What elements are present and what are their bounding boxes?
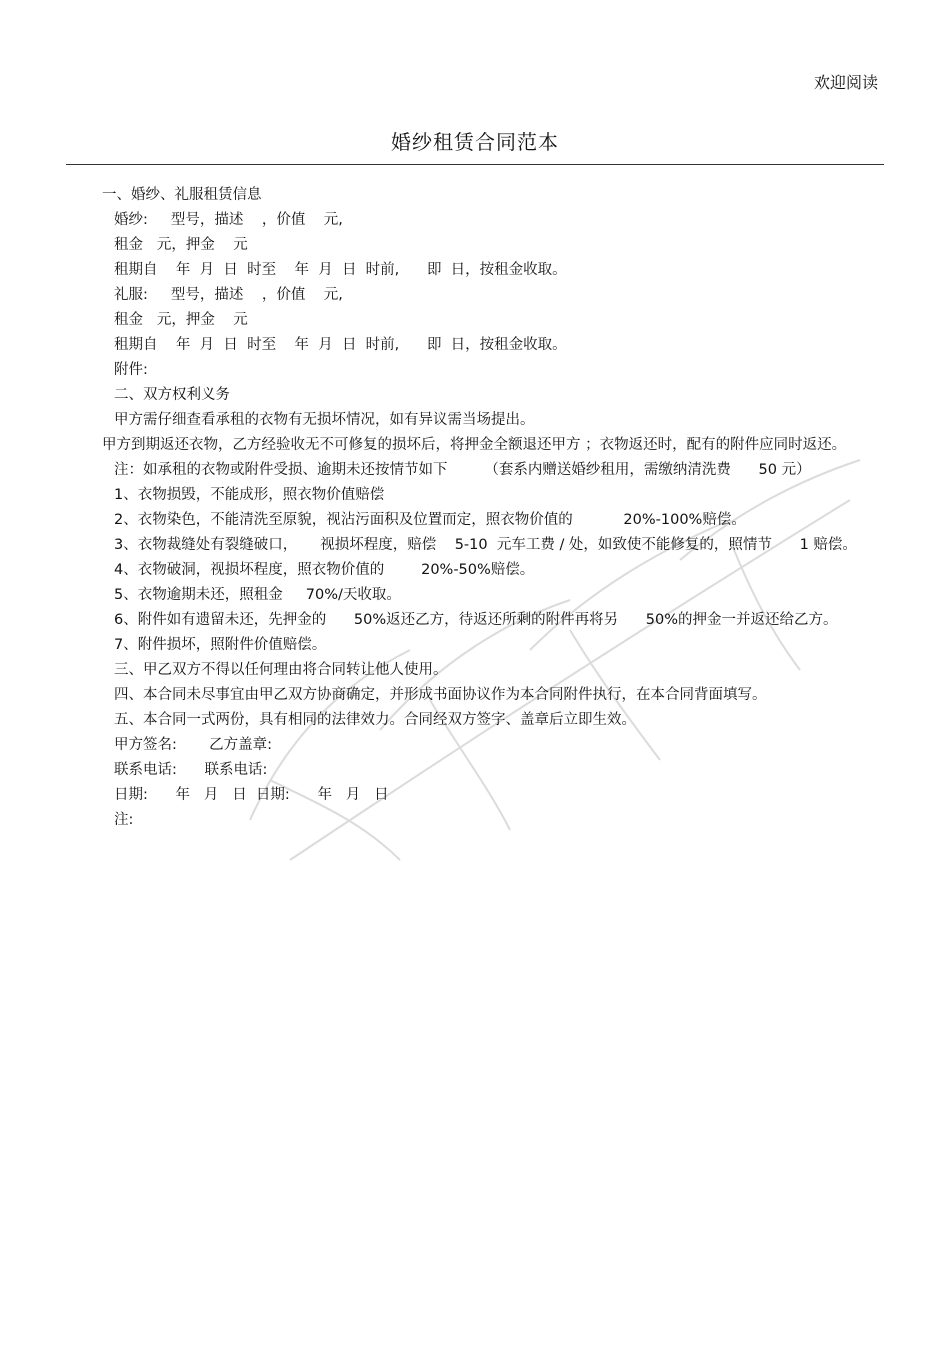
document-body	[66, 183, 884, 833]
signature-line: 甲方签名: 乙方盖章:	[114, 737, 273, 753]
clause-item: 6、附件如有遗留未还，先押金的 50%返还乙方，待返还所剩的附件再将另 50%的押金一并返还给乙方。	[114, 612, 838, 628]
gown-term-line: 租期自 年 月 日 时至 年 月 日 时前, 即 日，按租金收取。	[114, 262, 567, 278]
attachment-line: 附件:	[114, 362, 148, 378]
clause-item: 3、衣物裁缝处有裂缝破口， 视损坏程度，赔偿 5-10 元车工费 / 处，如致使不能修复的，照情节 1 赔偿。	[114, 537, 857, 553]
document-title: 婚纱租赁合同范本	[391, 130, 559, 154]
section-heading: 四、本合同未尽事宜由甲乙双方协商确定，并形成书面协议作为本合同附件执行，在本合同背面填写。	[114, 687, 767, 703]
section-heading: 二、双方权利义务	[114, 387, 230, 403]
note-line: 注:	[114, 812, 134, 828]
clause-item: 4、衣物破洞，视损坏程度，照衣物价值的 20%-50%赔偿。	[114, 562, 535, 578]
gown-line: 婚纱: 型号，描述 ，价值 元,	[114, 212, 343, 228]
dress-line: 礼服: 型号，描述 ，价值 元,	[114, 287, 343, 303]
title-divider	[66, 164, 884, 165]
clause-item: 5、衣物逾期未还，照租金 70%/天收取。	[114, 587, 401, 603]
clause-item: 2、衣物染色，不能清洗至原貌，视沾污面积及位置而定，照衣物价值的 20%-100%赔偿。	[114, 512, 746, 528]
gown-rent-line: 租金 元，押金 元	[114, 237, 248, 253]
clause-line: 甲方到期返还衣物，乙方经验收无不可修复的损坏后，将押金全额退还甲方 ；衣物返还时，配有的附件应同时返还。	[102, 437, 847, 453]
section-heading: 三、甲乙双方不得以任何理由将合同转让他人使用。	[114, 662, 448, 678]
header-note: 欢迎阅读	[813, 73, 878, 92]
clause-item: 1、衣物损毁，不能成形，照衣物价值赔偿	[114, 487, 385, 503]
section-heading: 五、本合同一式两份，具有相同的法律效力。合同经双方签字、盖章后立即生效。	[114, 712, 636, 728]
date-line: 日期: 年 月 日 日期: 年 月 日	[114, 787, 389, 803]
phone-line: 联系电话: 联系电话:	[114, 762, 268, 778]
section-heading: 一、婚纱、礼服租赁信息	[102, 187, 262, 203]
clause-line: 甲方需仔细查看承租的衣物有无损坏情况，如有异议需当场提出。	[114, 412, 535, 428]
note-line: 注：如承租的衣物或附件受损、逾期未还按情节如下 （套系内赠送婚纱租用，需缴纳清洗费 50 元）	[114, 462, 811, 478]
dress-term-line: 租期自 年 月 日 时至 年 月 日 时前, 即 日，按租金收取。	[114, 337, 567, 353]
dress-rent-line: 租金 元，押金 元	[114, 312, 248, 328]
clause-item: 7、附件损坏，照附件价值赔偿。	[114, 637, 327, 653]
